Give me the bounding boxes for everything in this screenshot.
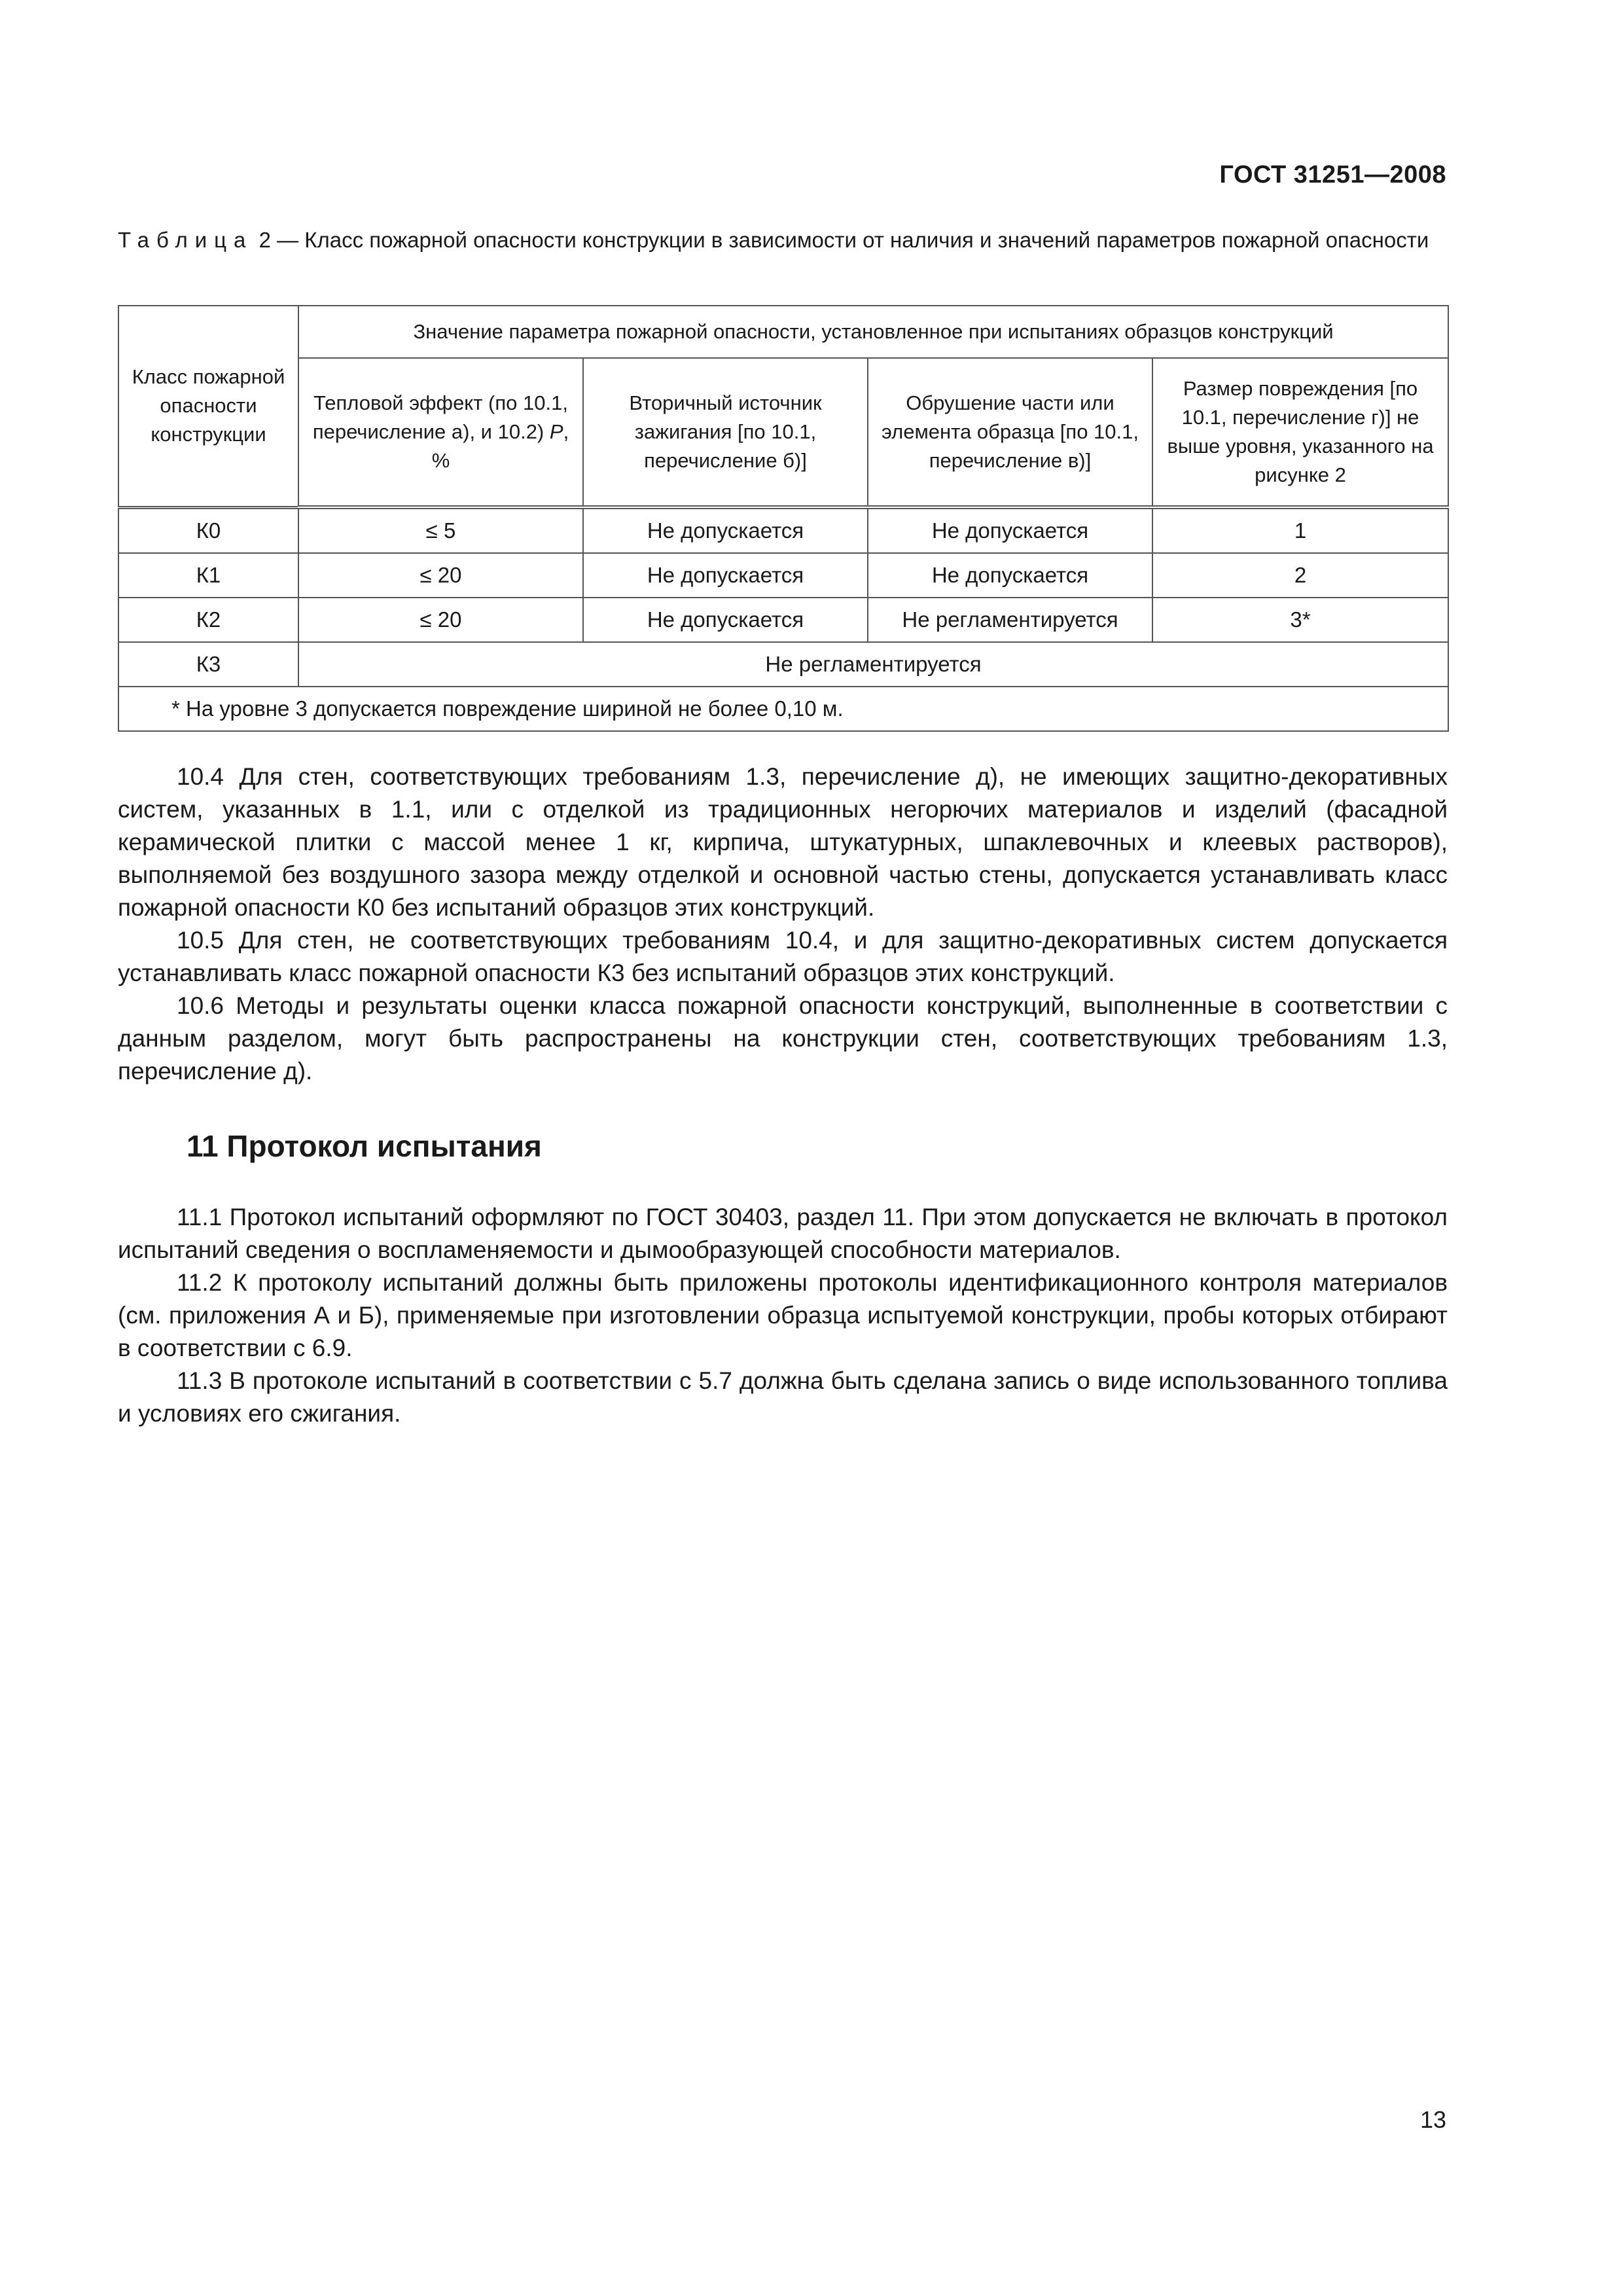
cell-collapse: Не допускается	[868, 507, 1152, 553]
cell-secondary: Не допускается	[583, 553, 868, 598]
paragraph-11-2: 11.2 К протоколу испытаний должны быть приложены протоколы идентификационного контроля материалов (см. приложения А и Б), применяемые при изготовлении образца испытуемой конструкции, пробы которых отбирают в соответствии с 6.9.	[118, 1269, 1448, 1361]
cell-class: К2	[118, 598, 298, 642]
cell-class: К1	[118, 553, 298, 598]
header-secondary: Вторичный источник зажигания [по 10.1, перечисление б)]	[583, 358, 868, 507]
cell-thermal: ≤ 20	[298, 598, 583, 642]
section-11-title: 11 Протокол испытания	[187, 1129, 542, 1163]
header-collapse: Обрушение части или элемента образца [по 10.1, перечисление в)]	[868, 358, 1152, 507]
table-row	[118, 598, 1448, 642]
table-row	[118, 553, 1448, 598]
cell-thermal: ≤ 5	[298, 507, 583, 553]
paragraph-10-5: 10.5 Для стен, не соответствующих требованиям 10.4, и для защитно-декоративных систем допускается устанавливать класс пожарной опасности К3 без испытаний образцов этих конструкций.	[118, 927, 1448, 986]
page-number: 13	[1419, 2106, 1446, 2133]
cell-collapse: Не допускается	[868, 553, 1152, 598]
table-row	[118, 507, 1448, 553]
header-class: Класс пожарной опасности конструкции	[118, 306, 298, 507]
header-thermal: Тепловой эффект (по 10.1, перечисление а), и 10.2) P, %	[298, 358, 583, 507]
section-10-paragraphs	[118, 761, 1448, 1088]
table-caption-text: 2 — Класс пожарной опасности конструкции в зависимости от наличия и значений параметров пожарной опасности	[259, 228, 1429, 252]
cell-class: К0	[118, 507, 298, 553]
paragraph-11-1: 11.1 Протокол испытаний оформляют по ГОСТ 30403, раздел 11. При этом допускается не включать в протокол испытаний сведения о воспламеняемости и дымообразующей способности материалов.	[118, 1204, 1448, 1263]
paragraph-10-6: 10.6 Методы и результаты оценки класса пожарной опасности конструкций, выполненные в соответствии с данным разделом, могут быть распространены на конструкции стен, соответствующих требованиям 1.3, перечисление д).	[118, 992, 1448, 1085]
cell-class: К3	[118, 642, 298, 687]
cell-damage: 1	[1152, 507, 1448, 553]
cell-secondary: Не допускается	[583, 507, 868, 553]
paragraph-10-4: 10.4 Для стен, соответствующих требованиям 1.3, перечисление д), не имеющих защитно-декоративных систем, указанных в 1.1, или с отделкой из традиционных негорючих материалов и изделий (фасадной керамической плитки с массой менее 1 кг, кирпича, штукатурных, шпаклевочных и клеевых растворов), выполняемой без воздушного зазора между отделкой и основной частью стены, допускается устанавливать класс пожарной опасности К0 без испытаний образцов этих конструкций.	[118, 763, 1448, 921]
section-11-paragraphs	[118, 1201, 1448, 1430]
cell-damage: 2	[1152, 553, 1448, 598]
cell-collapse: Не регламентируется	[868, 598, 1152, 642]
table-caption-word: Таблица	[118, 228, 253, 252]
cell-secondary: Не допускается	[583, 598, 868, 642]
table-footnote: * На уровне 3 допускается повреждение шириной не более 0,10 м.	[118, 687, 1448, 731]
fire-hazard-table	[118, 305, 1449, 732]
paragraph-11-3: 11.3 В протоколе испытаний в соответствии с 5.7 должна быть сделана запись о виде использованного топлива и условиях его сжигания.	[118, 1367, 1448, 1427]
header-damage: Размер повреждения [по 10.1, перечисление г)] не выше уровня, указанного на рисунке 2	[1152, 358, 1448, 507]
table-caption	[118, 226, 1446, 255]
standard-code: ГОСТ 31251—2008	[1219, 161, 1446, 188]
cell-thermal: ≤ 20	[298, 553, 583, 598]
header-group: Значение параметра пожарной опасности, установленное при испытаниях образцов конструкций	[298, 306, 1448, 358]
table-footnote-row	[118, 687, 1448, 731]
cell-damage: 3*	[1152, 598, 1448, 642]
table-row	[118, 642, 1448, 687]
cell-merged-value: Не регламентируется	[298, 642, 1448, 687]
